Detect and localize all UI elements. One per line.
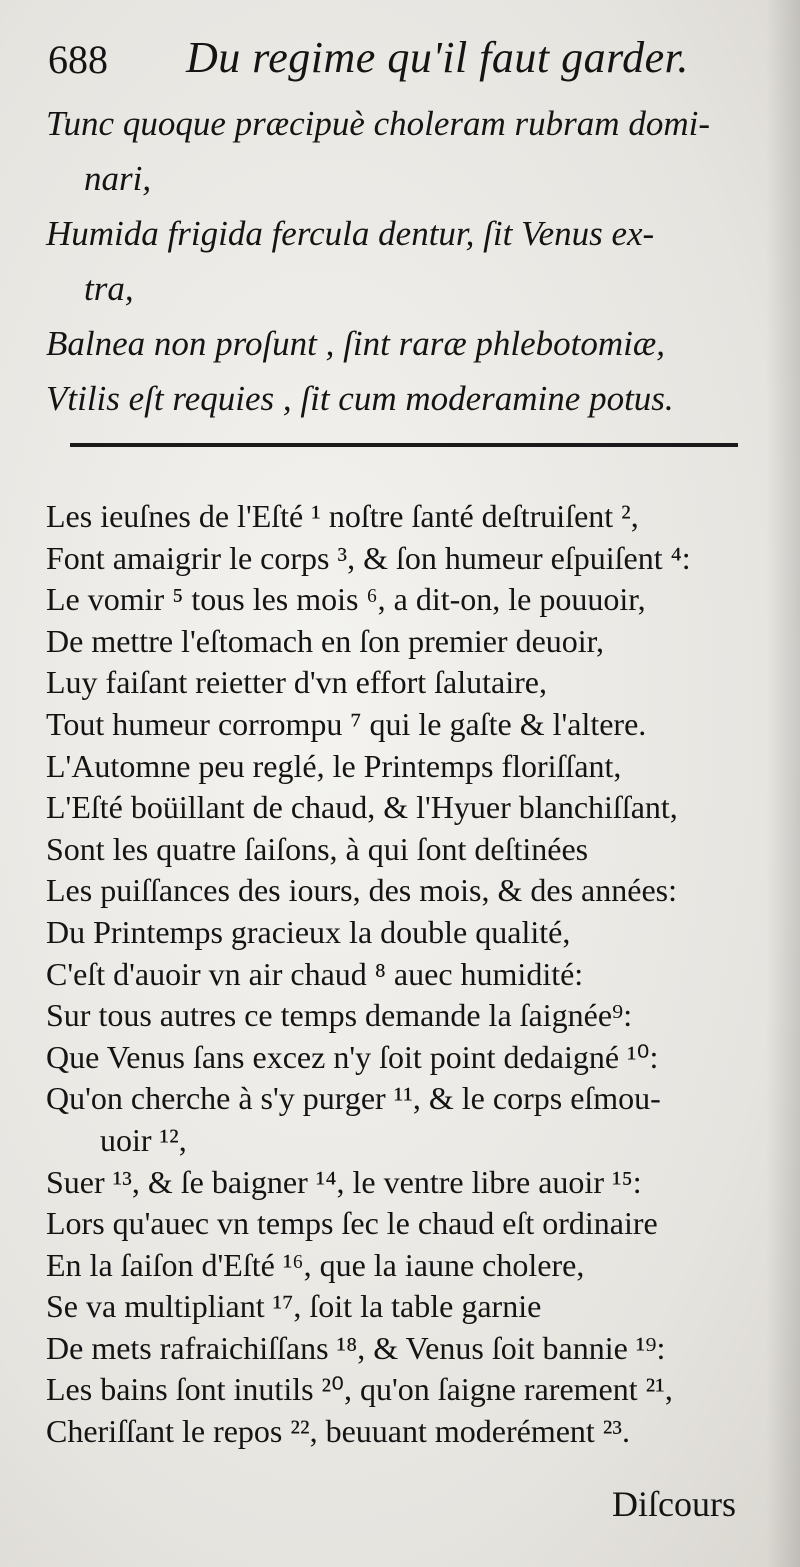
french-verse-line: Suer ¹³, & ſe baigner ¹⁴, le ventre libre auoir ¹⁵: — [46, 1163, 642, 1200]
french-verse-line: De mets rafraichiſſans ¹⁸, & Venus ſoit bannie ¹⁹: — [46, 1329, 666, 1366]
french-verse-line: En la ſaiſon d'Eſté ¹⁶, que la iaune cholere, — [46, 1246, 585, 1283]
french-verse-line: Les bains ſont inutils ²⁰, qu'on ſaigne rarement ²¹, — [46, 1371, 673, 1408]
french-verse-line: L'Automne peu reglé, le Printemps floriſſant, — [46, 747, 622, 784]
page-number: 688 — [48, 37, 108, 82]
french-verse-line: Cheriſſant le repos ²², beuuant moderément ²³. — [46, 1413, 630, 1450]
french-verse-line: Sur tous autres ce temps demande la ſaignée⁹: — [46, 997, 633, 1034]
latin-verse-line: Humida frigida fercula dentur, ſit Venus ex- — [46, 214, 655, 253]
french-verse-line: L'Eſté boüillant de chaud, & l'Hyuer blanchiſſant, — [46, 789, 678, 826]
latin-verse-line: nari, — [84, 159, 152, 198]
catchword: Diſcours — [612, 1484, 736, 1524]
french-verse-block — [46, 496, 781, 1453]
latin-verse-line: Balnea non proſunt , ſint raræ phlebotomiæ, — [46, 324, 665, 363]
french-verse-line: Que Venus ſans excez n'y ſoit point dedaigné ¹⁰: — [46, 1038, 659, 1075]
french-verse-line: Tout humeur corrompu ⁷ qui le gaſte & l'altere. — [46, 705, 647, 742]
page-edge-shadow — [766, 0, 800, 1567]
french-verse-line: uoir ¹², — [100, 1121, 187, 1158]
french-verse-line: C'eſt d'auoir vn air chaud ⁸ auec humidité: — [46, 955, 584, 992]
latin-verse-line: Tunc quoque præcipuè choleram rubram domi- — [46, 104, 710, 143]
french-verse-line: Luy faiſant reietter d'vn effort ſalutaire, — [46, 664, 547, 701]
latin-verse-line: tra, — [84, 269, 134, 308]
latin-verse-line: Vtilis eſt requies , ſit cum moderamine potus. — [46, 379, 674, 418]
latin-verse-block — [46, 96, 776, 426]
french-verse-line: Lors qu'auec vn temps ſec le chaud eſt ordinaire — [46, 1205, 658, 1242]
french-verse-line: Font amaigrir le corps ³, & ſon humeur eſpuiſent ⁴: — [46, 539, 691, 576]
french-verse-line: Sont les quatre ſaiſons, à qui ſont deſtinées — [46, 830, 589, 867]
french-verse-line: Qu'on cherche à s'y purger ¹¹, & le corps eſmou- — [46, 1080, 661, 1117]
french-verse-line: Les ieuſnes de l'Eſté ¹ noſtre ſanté deſtruiſent ², — [46, 498, 639, 534]
page-header — [48, 30, 768, 92]
french-verse-line: Se va multipliant ¹⁷, ſoit la table garnie — [46, 1288, 542, 1325]
french-verse-line: Du Printemps gracieux la double qualité, — [46, 913, 571, 950]
french-verse-line: Le vomir ⁵ tous les mois ⁶, a dit-on, le pouuoir, — [46, 581, 646, 618]
running-title: Du regime qu'il faut garder. — [186, 33, 689, 82]
french-verse-line: Les puiſſances des iours, des mois, & des années: — [46, 872, 677, 909]
horizontal-rule — [70, 443, 738, 447]
french-verse-line: De mettre l'eſtomach en ſon premier deuoir, — [46, 622, 605, 659]
